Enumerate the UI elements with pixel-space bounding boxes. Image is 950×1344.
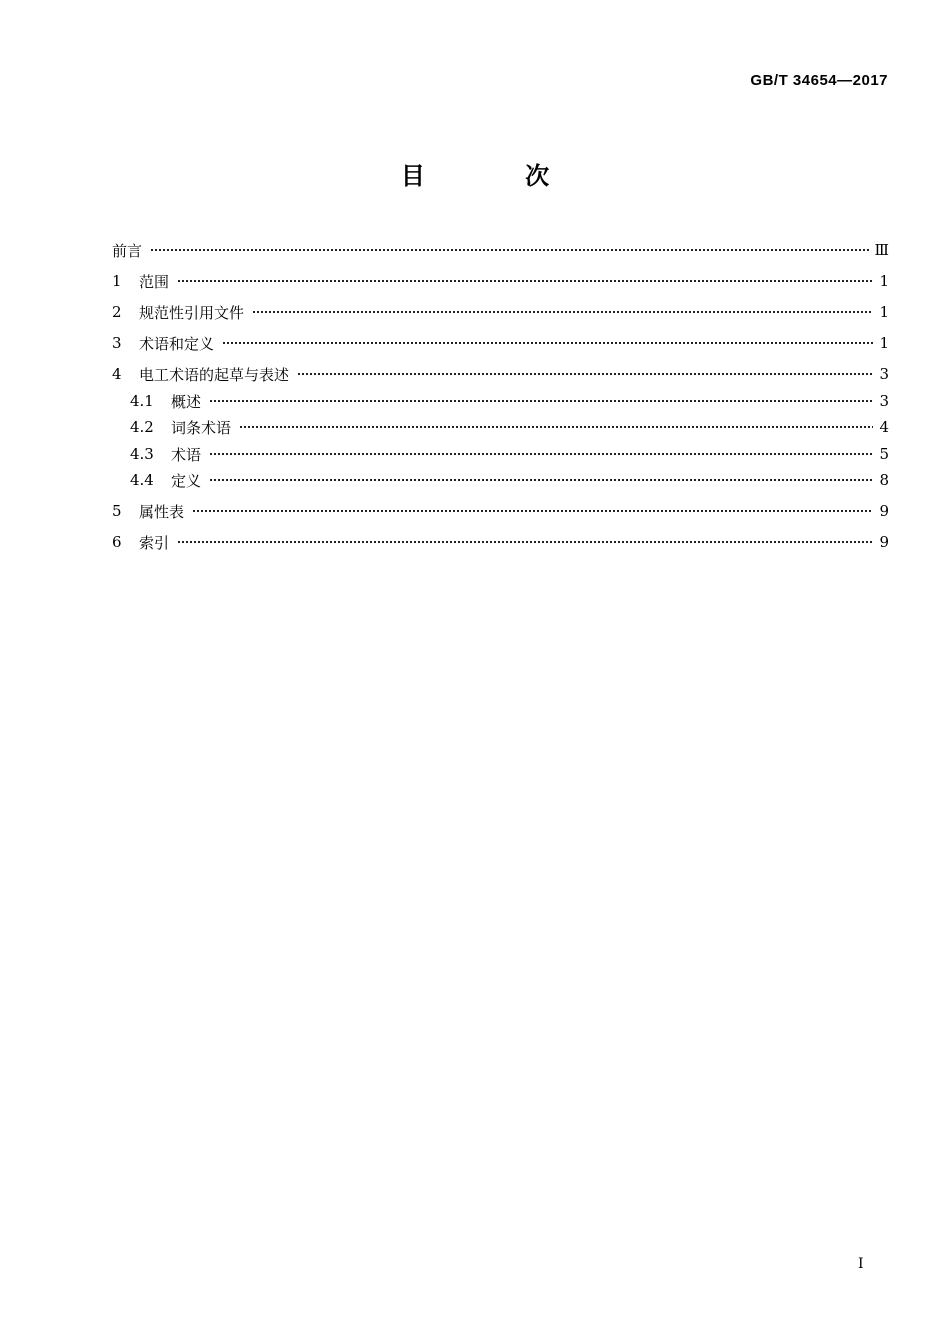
- toc-item-page: 1: [879, 272, 889, 290]
- toc-item-label: 词条术语: [171, 418, 232, 437]
- toc-item-4-1[interactable]: [130, 389, 889, 413]
- toc-item-number: 4.1: [130, 392, 154, 410]
- toc-item-page: 4: [879, 418, 889, 436]
- toc-item-label: 术语和定义: [139, 334, 215, 353]
- dot-leader: [177, 536, 873, 548]
- toc-item-label: 概述: [171, 392, 202, 411]
- toc-item-4[interactable]: [112, 362, 889, 386]
- toc-item-page: 3: [879, 392, 889, 410]
- toc-item-page: 9: [879, 533, 889, 551]
- toc-item-page: 1: [879, 303, 889, 321]
- toc-item-4-4[interactable]: [130, 468, 889, 492]
- toc-item-3[interactable]: [112, 331, 889, 355]
- toc-item-label: 范围: [139, 272, 170, 291]
- dot-leader: [239, 421, 873, 433]
- toc-item-number: 5: [112, 502, 122, 520]
- standard-code: GB/T 34654—2017: [750, 72, 888, 89]
- toc-item-label: 电工术语的起草与表述: [139, 365, 290, 384]
- toc-item-label: 索引: [139, 533, 170, 552]
- toc-item-4-3[interactable]: [130, 442, 889, 466]
- dot-leader: [192, 505, 873, 517]
- toc-item-page: Ⅲ: [874, 241, 889, 259]
- toc-item-4-2[interactable]: [130, 415, 889, 439]
- page-title: 目 次: [400, 162, 596, 190]
- toc-item-page: 8: [879, 471, 889, 489]
- toc-item-preface[interactable]: [112, 238, 889, 262]
- dot-leader: [150, 244, 869, 256]
- dot-leader: [222, 337, 873, 349]
- toc-item-number: 1: [112, 272, 122, 290]
- toc-item-label: 属性表: [139, 502, 185, 521]
- toc-item-number: 4: [112, 365, 122, 383]
- toc-item-page: 3: [879, 365, 889, 383]
- toc-item-2[interactable]: [112, 300, 889, 324]
- dot-leader: [252, 306, 873, 318]
- toc-item-1[interactable]: [112, 269, 889, 293]
- toc-item-label: 规范性引用文件: [139, 303, 245, 322]
- toc-item-label: 定义: [171, 471, 202, 490]
- toc-item-6[interactable]: [112, 530, 889, 554]
- toc-item-page: 1: [879, 334, 889, 352]
- toc-item-number: 4.4: [130, 471, 154, 489]
- dot-leader: [209, 448, 873, 460]
- dot-leader: [297, 368, 873, 380]
- toc-item-page: 5: [879, 445, 889, 463]
- toc-item-page: 9: [879, 502, 889, 520]
- toc-item-label: 前言: [112, 241, 143, 260]
- toc-item-number: 3: [112, 334, 122, 352]
- toc-item-number: 6: [112, 533, 122, 551]
- toc-item-5[interactable]: [112, 499, 889, 523]
- dot-leader: [209, 474, 873, 486]
- dot-leader: [177, 275, 873, 287]
- toc-item-number: 4.3: [130, 445, 154, 463]
- toc-item-number: 4.2: [130, 418, 154, 436]
- page-number: Ⅰ: [858, 1256, 864, 1272]
- toc-item-label: 术语: [171, 445, 202, 464]
- dot-leader: [209, 395, 873, 407]
- toc-item-number: 2: [112, 303, 122, 321]
